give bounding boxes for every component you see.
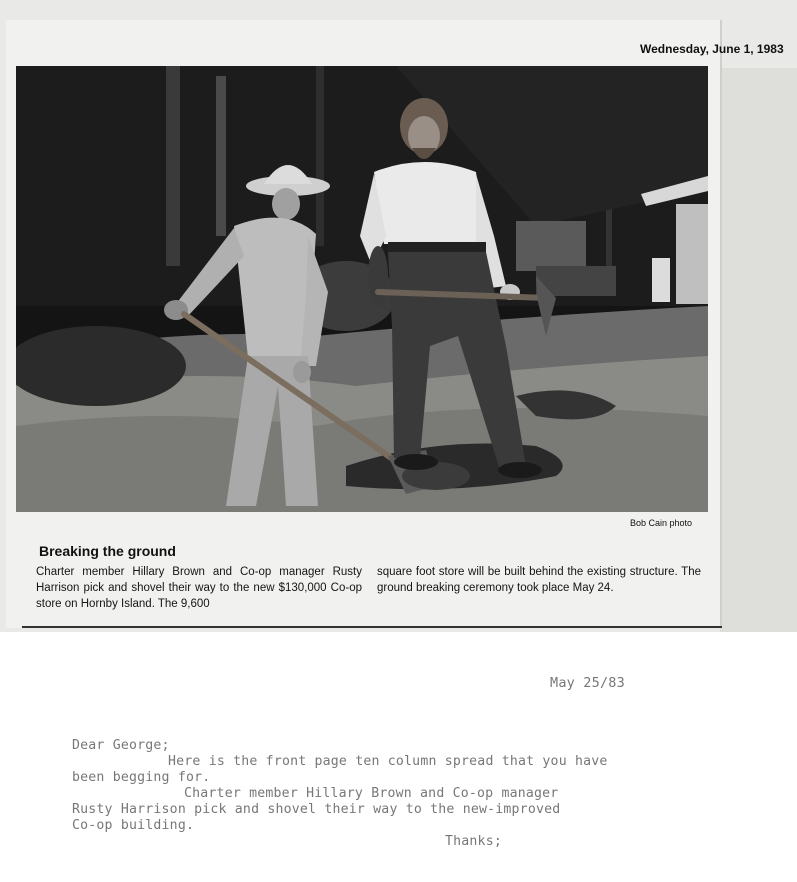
letter-line-1: Here is the front page ten column spread that you have (168, 754, 608, 769)
letter-line-4: Rusty Harrison pick and shovel their way to the new-improved (72, 802, 561, 817)
letter-line-2: been begging for. (72, 770, 211, 785)
letter-line-5: Co-op building. (72, 818, 195, 833)
letter-line-3: Charter member Hillary Brown and Co-op manager (184, 786, 559, 801)
caption-column-2: square foot store will be built behind the existing structure. The ground breaking ceremony took place May 24. (377, 566, 701, 594)
letter-closing: Thanks; (445, 834, 502, 849)
caption-column-1: Charter member Hillary Brown and Co-op manager Rusty Harrison pick and shovel their way to the new $130,000 Co-op store on Hornby Island. The 9,600 (36, 566, 362, 610)
article-headline: Breaking the ground (39, 543, 176, 559)
adjacent-paper-edge (720, 68, 797, 632)
news-photo (16, 66, 708, 512)
newspaper-dateline: Wednesday, June 1, 1983 (640, 42, 784, 56)
letter-salutation: Dear George; (72, 738, 170, 753)
photo-credit: Bob Cain photo (630, 518, 693, 528)
clipping-bottom-rule (22, 626, 722, 628)
letter-date: May 25/83 (550, 675, 625, 691)
groundbreaking-photo-illustration (16, 66, 708, 512)
